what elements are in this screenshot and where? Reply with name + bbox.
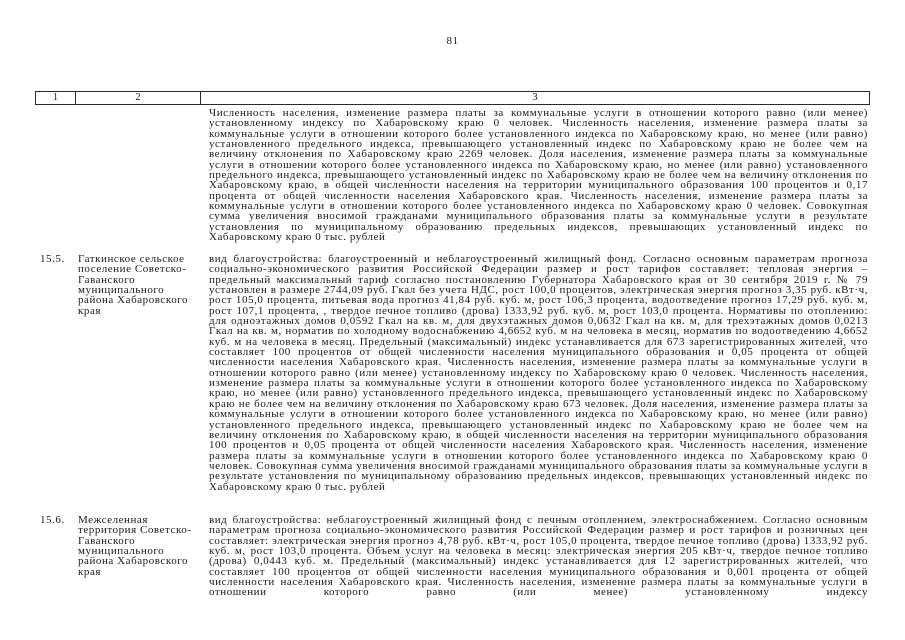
page-number: 81 xyxy=(446,35,459,47)
table-row xyxy=(35,254,870,511)
row-description: вид благоустройства: неблагоустроенный жилищный фонд с печным отоплением, электроснабжением. Согласно основным параметрам прогноза социально-экономического развития Российской Федерации размер и рост тарифов и розничных цен составляет: электрическая энергия прогноз 4,78 руб. кВт·ч, рост 105,0 процента, твердое печное топливо (дрова) 1333,92 руб. куб. м, рост 103,0 процента. Объем услуг на человека в месяц: электрическая энергия 205 кВт·ч, твердое печное топливо (дрова) 0,0443 куб. м. Предельный (максимальный) индекс устанавливается для 12 зарегистрированных жителей, что составляет 100 процентов от общей численности населения муниципального образования и 0,001 процента от общей численности населения Хабаровского края. Численность населения, изменение размера платы за коммунальные услуги в отношении которого равно (или менее) установленному индексу xyxy=(209,514,868,599)
row-territory: Межселенная территория Советско-Гаванского муниципального района Хабаровского края xyxy=(78,514,192,578)
header-cell-column-3: 3 xyxy=(200,92,869,104)
row-description: вид благоустройства: благоустроенный и неблагоустроенный жилищный фонд. Согласно основным параметрам прогноза социально-экономического развития Российской Федерации размер и рост тарифов составляет: тепловая энергия – предельный максимальный тариф согласно постановлению Губернатора Хабаровского края от 30 сентября 2019 г. № 79 установлен в размере 2744,09 руб. Гкал без учета НДС, рост 100,0 процентов, электрическая энергия прогноз 3,35 руб. кВт·ч, рост 105,0 процента, питьевая вода прогноз 41,84 руб. куб. м, рост 106,3 процента, водоотведение прогноз 17,29 руб. куб. м, рост 107,1 процента, , твердое печное топливо (дрова) 1333,92 руб. куб. м, рост 103,0 процента. Нормативы по отоплению: для одноэтажных домов 0,0592 Гкал на кв. м, для двухэтажных домов 0,0632 Гкал на кв. м, для трехэтажных домов 0,0213 Гкал на кв. м, норматив по холодному водоснабжению 4,6652 куб. м на человека в месяц, норматив по водоотведению 4,6652 куб. м на человека в месяц. Предельный (максимальный) индекс устанавливается для 673 зарегистрированных жителей, что составляет 100 процентов от общей численности населения муниципального образования и 0,05 процента от общей численности населения Хабаровского края. Численность населения, изменение размера платы за коммунальные услуги в отношении которого равно (или менее) установленному индексу по Хабаровскому краю 0 человек. Численность населения, изменение размера платы за коммунальные услуги в отношении которого более установленного индекса по Хабаровскому краю, но менее (или равно) установленного предельного индекса, превышающего установленный индекс по Хабаровскому краю не более чем на величину отклонения по Хабаровскому краю 673 человек. Доля населения, изменение размера платы за коммунальные услуги в отношении которого более установленного индекса по Хабаровскому краю, но менее (или равно) установленного предельного индекса, превышающего установленный индекс по Хабаровскому краю не более чем на величину отклонения по Хабаровскому краю, в общей численности населения на территории муниципального образования 100 процентов и 0,05 процента от общей численности населения Хабаровского края. Численность населения, изменение размера платы за коммунальные услуги в отношении которого более установленного индекса по Хабаровскому краю 0 человек. Совокупная сумма увеличения вносимой гражданами муниципального образования платы за коммунальные услуги в результате установления по муниципальному образованию предельных индексов, превышающих установленный индекс по Хабаровскому краю 0 тыс. рублей xyxy=(209,253,868,493)
row-description: Численность населения, изменение размера платы за коммунальные услуги в отношении которого равно (или менее) установленному индексу по Хабаровскому краю 0 человек. Численность населения, изменение размера платы за коммунальные услуги в отношении которого более установленного индекса по Хабаровскому краю, но менее (или равно) установленного предельного индекса, превышающего установленный индекс по Хабаровскому краю не более чем на величину отклонения по Хабаровскому краю 2269 человек. Доля населения, изменение размера платы за коммунальные услуги в отношении которого более установленного индекса по Хабаровскому краю, но менее (или равно) установленного предельного индекса, превышающего установленный индекс по Хабаровскому краю не более чем на величину отклонения по Хабаровскому краю, в общей численности населения на территории муниципального образования 100 процентов и 0,17 процента от общей численности населения Хабаровского края. Численность населения, изменение размера платы за коммунальные услуги в отношении которого более установленного индекса по Хабаровскому краю 0 человек. Совокупная сумма увеличения вносимой гражданами муниципального образования платы за коммунальные услуги в результате установления по муниципальному образованию предельных индексов, превышающих установленный индекс по Хабаровскому краю 0 тыс. рублей xyxy=(209,107,868,244)
header-cell-column-2: 2 xyxy=(75,92,200,104)
header-cell-column-1: 1 xyxy=(52,92,59,103)
table-row-continuation xyxy=(35,108,870,245)
row-territory: Гаткинское сельское поселение Советско-Гаванского муниципального района Хабаровского края xyxy=(78,253,189,317)
row-number: 15.6. xyxy=(40,514,65,526)
row-number: 15.5. xyxy=(40,253,65,265)
table-header-row xyxy=(35,91,870,105)
table-body xyxy=(35,108,870,598)
table-row xyxy=(35,515,870,598)
